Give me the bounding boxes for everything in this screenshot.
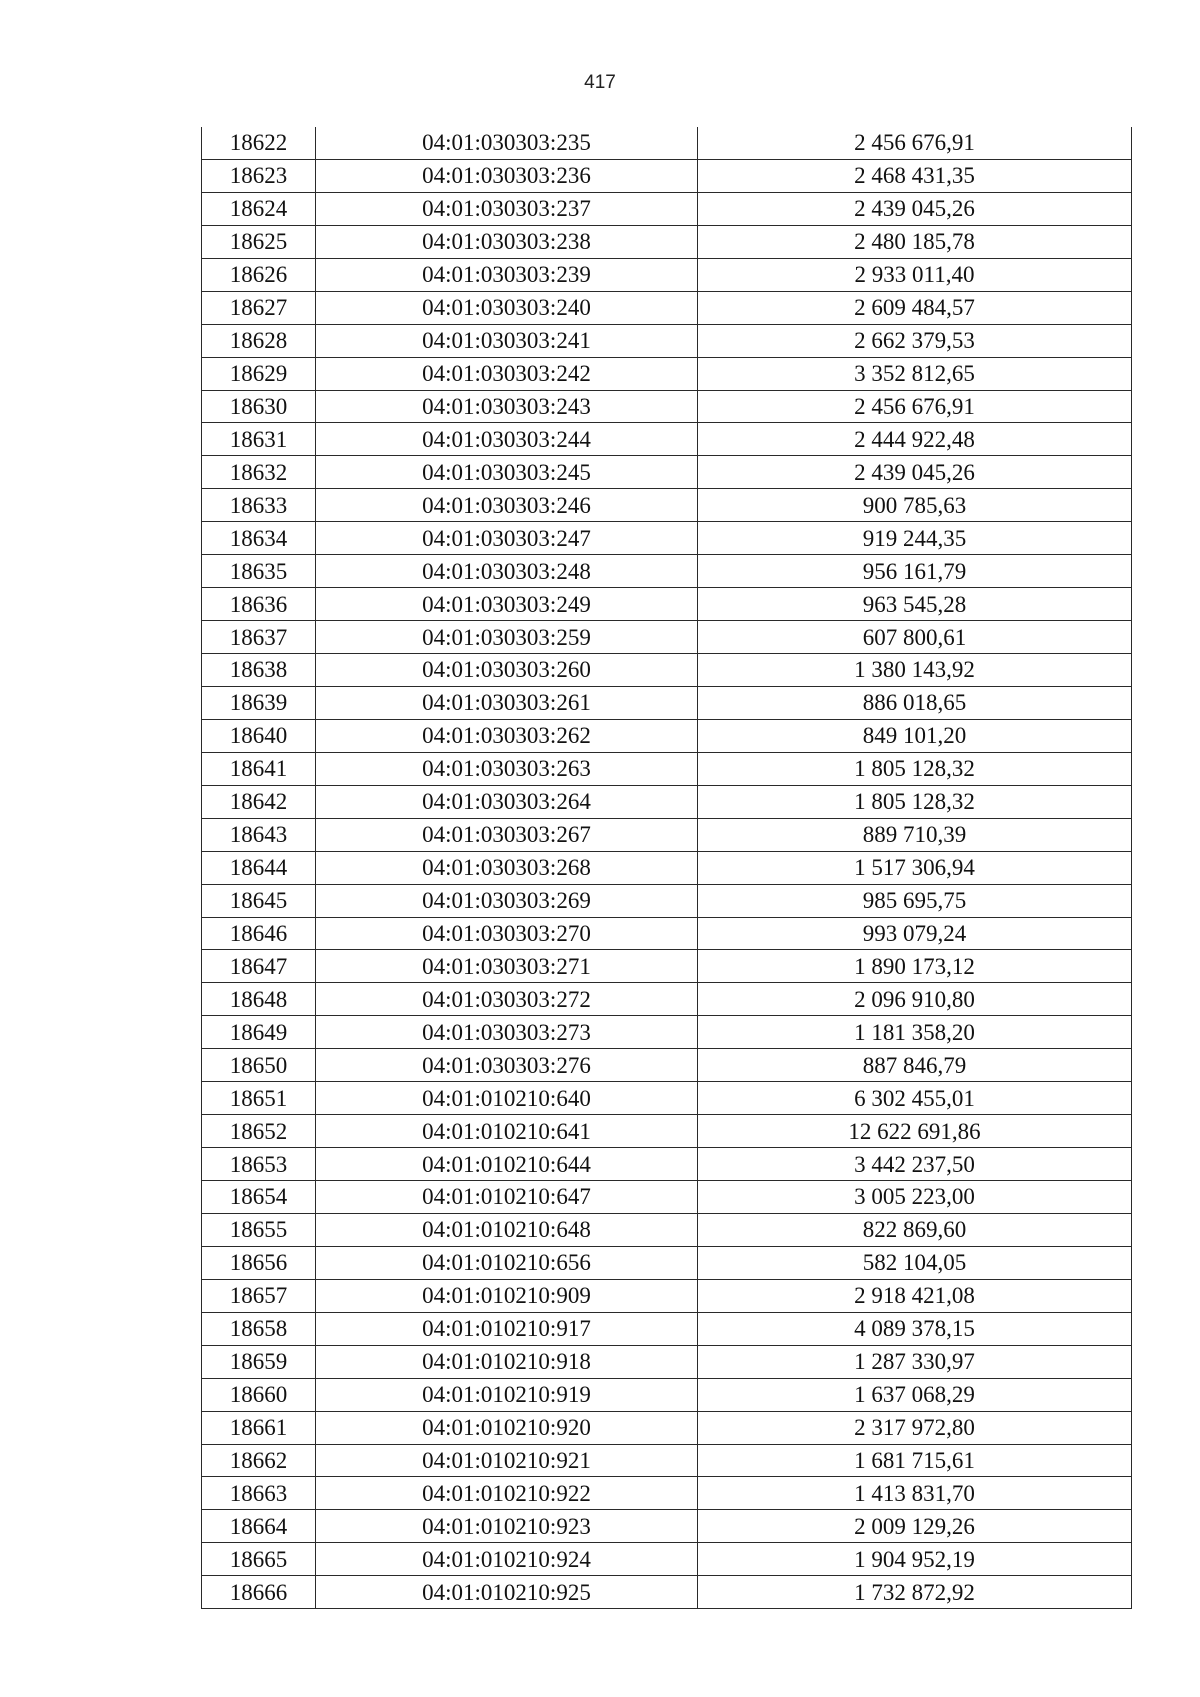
cadastral-number-cell: 04:01:030303:268 — [316, 851, 698, 884]
row-number-cell: 18661 — [202, 1411, 316, 1444]
cadastral-value-cell: 919 244,35 — [698, 522, 1132, 555]
cadastral-value-cell: 956 161,79 — [698, 555, 1132, 588]
table-row — [202, 719, 1132, 752]
table-row — [202, 851, 1132, 884]
cadastral-number-cell: 04:01:010210:641 — [316, 1115, 698, 1148]
cadastral-number-cell: 04:01:010210:640 — [316, 1082, 698, 1115]
cadastral-value-cell: 1 517 306,94 — [698, 851, 1132, 884]
row-number-cell: 18663 — [202, 1477, 316, 1510]
cadastral-number-cell: 04:01:030303:245 — [316, 456, 698, 489]
cadastral-number-cell: 04:01:010210:909 — [316, 1279, 698, 1312]
row-number-cell: 18666 — [202, 1576, 316, 1609]
cadastral-number-cell: 04:01:030303:247 — [316, 522, 698, 555]
table-row — [202, 1378, 1132, 1411]
cadastral-number-cell: 04:01:030303:249 — [316, 588, 698, 621]
row-number-cell: 18659 — [202, 1345, 316, 1378]
row-number-cell: 18642 — [202, 785, 316, 818]
table-row — [202, 818, 1132, 851]
table-row — [202, 654, 1132, 687]
cadastral-number-cell: 04:01:030303:246 — [316, 489, 698, 522]
row-number-cell: 18647 — [202, 950, 316, 983]
cadastral-value-cell: 2 662 379,53 — [698, 324, 1132, 357]
cadastral-number-cell: 04:01:010210:918 — [316, 1345, 698, 1378]
cadastral-number-cell: 04:01:030303:272 — [316, 983, 698, 1016]
row-number-cell: 18648 — [202, 983, 316, 1016]
cadastral-value-cell: 1 380 143,92 — [698, 654, 1132, 687]
table-row — [202, 1312, 1132, 1345]
table-row — [202, 555, 1132, 588]
cadastral-number-cell: 04:01:010210:919 — [316, 1378, 698, 1411]
cadastral-value-cell: 1 413 831,70 — [698, 1477, 1132, 1510]
cadastral-value-cell: 1 181 358,20 — [698, 1016, 1132, 1049]
cadastral-value-cell: 2 933 011,40 — [698, 258, 1132, 291]
table-row — [202, 1082, 1132, 1115]
row-number-cell: 18653 — [202, 1148, 316, 1181]
cadastral-value-cell: 1 805 128,32 — [698, 785, 1132, 818]
cadastral-value-cell: 822 869,60 — [698, 1213, 1132, 1246]
table-row — [202, 1016, 1132, 1049]
cadastral-value-table — [201, 127, 1132, 1609]
table-row — [202, 752, 1132, 785]
cadastral-value-cell: 1 287 330,97 — [698, 1345, 1132, 1378]
row-number-cell: 18635 — [202, 555, 316, 588]
cadastral-number-cell: 04:01:010210:656 — [316, 1246, 698, 1279]
table-row — [202, 522, 1132, 555]
row-number-cell: 18655 — [202, 1213, 316, 1246]
cadastral-number-cell: 04:01:010210:644 — [316, 1148, 698, 1181]
cadastral-value-cell: 2 609 484,57 — [698, 291, 1132, 324]
row-number-cell: 18623 — [202, 159, 316, 192]
cadastral-value-cell: 886 018,65 — [698, 686, 1132, 719]
cadastral-number-cell: 04:01:010210:923 — [316, 1510, 698, 1543]
cadastral-number-cell: 04:01:030303:263 — [316, 752, 698, 785]
row-number-cell: 18627 — [202, 291, 316, 324]
row-number-cell: 18633 — [202, 489, 316, 522]
cadastral-number-cell: 04:01:030303:269 — [316, 884, 698, 917]
cadastral-value-cell: 607 800,61 — [698, 621, 1132, 654]
row-number-cell: 18665 — [202, 1543, 316, 1576]
table-row — [202, 192, 1132, 225]
cadastral-value-cell: 12 622 691,86 — [698, 1115, 1132, 1148]
table-row — [202, 1477, 1132, 1510]
row-number-cell: 18649 — [202, 1016, 316, 1049]
row-number-cell: 18650 — [202, 1049, 316, 1082]
cadastral-number-cell: 04:01:030303:259 — [316, 621, 698, 654]
row-number-cell: 18632 — [202, 456, 316, 489]
row-number-cell: 18657 — [202, 1279, 316, 1312]
table-row — [202, 686, 1132, 719]
cadastral-number-cell: 04:01:030303:273 — [316, 1016, 698, 1049]
cadastral-number-cell: 04:01:030303:270 — [316, 917, 698, 950]
table-row — [202, 588, 1132, 621]
table-row — [202, 258, 1132, 291]
cadastral-value-cell: 849 101,20 — [698, 719, 1132, 752]
row-number-cell: 18660 — [202, 1378, 316, 1411]
table-row — [202, 983, 1132, 1016]
table-row — [202, 1246, 1132, 1279]
cadastral-number-cell: 04:01:010210:922 — [316, 1477, 698, 1510]
cadastral-value-cell: 2 439 045,26 — [698, 456, 1132, 489]
table-row — [202, 489, 1132, 522]
table-row — [202, 950, 1132, 983]
table-row — [202, 456, 1132, 489]
table-row — [202, 291, 1132, 324]
cadastral-number-cell: 04:01:010210:648 — [316, 1213, 698, 1246]
row-number-cell: 18640 — [202, 719, 316, 752]
cadastral-number-cell: 04:01:030303:236 — [316, 159, 698, 192]
row-number-cell: 18644 — [202, 851, 316, 884]
row-number-cell: 18662 — [202, 1444, 316, 1477]
table-row — [202, 1345, 1132, 1378]
row-number-cell: 18654 — [202, 1181, 316, 1214]
cadastral-number-cell: 04:01:030303:261 — [316, 686, 698, 719]
cadastral-value-cell: 2 444 922,48 — [698, 423, 1132, 456]
cadastral-value-cell: 985 695,75 — [698, 884, 1132, 917]
cadastral-value-cell: 963 545,28 — [698, 588, 1132, 621]
cadastral-value-cell: 2 456 676,91 — [698, 390, 1132, 423]
cadastral-value-cell: 1 805 128,32 — [698, 752, 1132, 785]
table-row — [202, 1444, 1132, 1477]
cadastral-value-cell: 1 732 872,92 — [698, 1576, 1132, 1609]
row-number-cell: 18628 — [202, 324, 316, 357]
row-number-cell: 18638 — [202, 654, 316, 687]
cadastral-number-cell: 04:01:010210:925 — [316, 1576, 698, 1609]
cadastral-value-cell: 2 480 185,78 — [698, 225, 1132, 258]
cadastral-value-cell: 582 104,05 — [698, 1246, 1132, 1279]
cadastral-number-cell: 04:01:010210:917 — [316, 1312, 698, 1345]
table-row — [202, 357, 1132, 390]
table-row — [202, 1510, 1132, 1543]
cadastral-value-cell: 2 096 910,80 — [698, 983, 1132, 1016]
cadastral-number-cell: 04:01:030303:267 — [316, 818, 698, 851]
table-row — [202, 1576, 1132, 1609]
cadastral-value-cell: 1 904 952,19 — [698, 1543, 1132, 1576]
row-number-cell: 18645 — [202, 884, 316, 917]
cadastral-number-cell: 04:01:030303:264 — [316, 785, 698, 818]
row-number-cell: 18658 — [202, 1312, 316, 1345]
cadastral-value-cell: 3 352 812,65 — [698, 357, 1132, 390]
cadastral-value-cell: 3 442 237,50 — [698, 1148, 1132, 1181]
row-number-cell: 18629 — [202, 357, 316, 390]
cadastral-number-cell: 04:01:030303:238 — [316, 225, 698, 258]
page-number: 417 — [584, 72, 616, 93]
row-number-cell: 18631 — [202, 423, 316, 456]
cadastral-number-cell: 04:01:030303:276 — [316, 1049, 698, 1082]
cadastral-number-cell: 04:01:030303:260 — [316, 654, 698, 687]
table-row — [202, 1148, 1132, 1181]
row-number-cell: 18624 — [202, 192, 316, 225]
table-row — [202, 621, 1132, 654]
cadastral-number-cell: 04:01:010210:921 — [316, 1444, 698, 1477]
cadastral-value-cell: 887 846,79 — [698, 1049, 1132, 1082]
table-row — [202, 159, 1132, 192]
row-number-cell: 18637 — [202, 621, 316, 654]
row-number-cell: 18651 — [202, 1082, 316, 1115]
cadastral-number-cell: 04:01:030303:248 — [316, 555, 698, 588]
cadastral-number-cell: 04:01:030303:244 — [316, 423, 698, 456]
row-number-cell: 18639 — [202, 686, 316, 719]
cadastral-value-cell: 993 079,24 — [698, 917, 1132, 950]
table-row — [202, 324, 1132, 357]
row-number-cell: 18643 — [202, 818, 316, 851]
row-number-cell: 18622 — [202, 127, 316, 159]
table-row — [202, 917, 1132, 950]
cadastral-number-cell: 04:01:010210:924 — [316, 1543, 698, 1576]
cadastral-value-cell: 2 317 972,80 — [698, 1411, 1132, 1444]
cadastral-value-cell: 2 009 129,26 — [698, 1510, 1132, 1543]
table-row — [202, 884, 1132, 917]
row-number-cell: 18625 — [202, 225, 316, 258]
table-body — [202, 127, 1132, 1609]
cadastral-value-cell: 2 468 431,35 — [698, 159, 1132, 192]
cadastral-number-cell: 04:01:030303:239 — [316, 258, 698, 291]
cadastral-number-cell: 04:01:030303:242 — [316, 357, 698, 390]
table-row — [202, 1411, 1132, 1444]
cadastral-value-cell: 2 918 421,08 — [698, 1279, 1132, 1312]
cadastral-value-cell: 4 089 378,15 — [698, 1312, 1132, 1345]
row-number-cell: 18636 — [202, 588, 316, 621]
cadastral-value-cell: 3 005 223,00 — [698, 1181, 1132, 1214]
table-row — [202, 1279, 1132, 1312]
row-number-cell: 18634 — [202, 522, 316, 555]
table-row — [202, 1181, 1132, 1214]
row-number-cell: 18630 — [202, 390, 316, 423]
table-row — [202, 1115, 1132, 1148]
cadastral-number-cell: 04:01:030303:241 — [316, 324, 698, 357]
table-row — [202, 1543, 1132, 1576]
cadastral-value-cell: 6 302 455,01 — [698, 1082, 1132, 1115]
row-number-cell: 18646 — [202, 917, 316, 950]
table-row — [202, 1213, 1132, 1246]
cadastral-number-cell: 04:01:030303:240 — [316, 291, 698, 324]
table-row — [202, 390, 1132, 423]
row-number-cell: 18656 — [202, 1246, 316, 1279]
cadastral-number-cell: 04:01:030303:271 — [316, 950, 698, 983]
cadastral-number-cell: 04:01:030303:243 — [316, 390, 698, 423]
row-number-cell: 18626 — [202, 258, 316, 291]
cadastral-value-cell: 2 439 045,26 — [698, 192, 1132, 225]
cadastral-number-cell: 04:01:030303:237 — [316, 192, 698, 225]
table-row — [202, 1049, 1132, 1082]
cadastral-number-cell: 04:01:010210:920 — [316, 1411, 698, 1444]
cadastral-value-cell: 1 890 173,12 — [698, 950, 1132, 983]
row-number-cell: 18641 — [202, 752, 316, 785]
cadastral-value-cell: 1 681 715,61 — [698, 1444, 1132, 1477]
cadastral-value-cell: 889 710,39 — [698, 818, 1132, 851]
table-row — [202, 127, 1132, 159]
cadastral-value-cell: 1 637 068,29 — [698, 1378, 1132, 1411]
table-row — [202, 785, 1132, 818]
cadastral-number-cell: 04:01:010210:647 — [316, 1181, 698, 1214]
row-number-cell: 18652 — [202, 1115, 316, 1148]
table-row — [202, 225, 1132, 258]
cadastral-value-cell: 900 785,63 — [698, 489, 1132, 522]
cadastral-value-cell: 2 456 676,91 — [698, 127, 1132, 159]
table-row — [202, 423, 1132, 456]
row-number-cell: 18664 — [202, 1510, 316, 1543]
cadastral-number-cell: 04:01:030303:235 — [316, 127, 698, 159]
cadastral-number-cell: 04:01:030303:262 — [316, 719, 698, 752]
